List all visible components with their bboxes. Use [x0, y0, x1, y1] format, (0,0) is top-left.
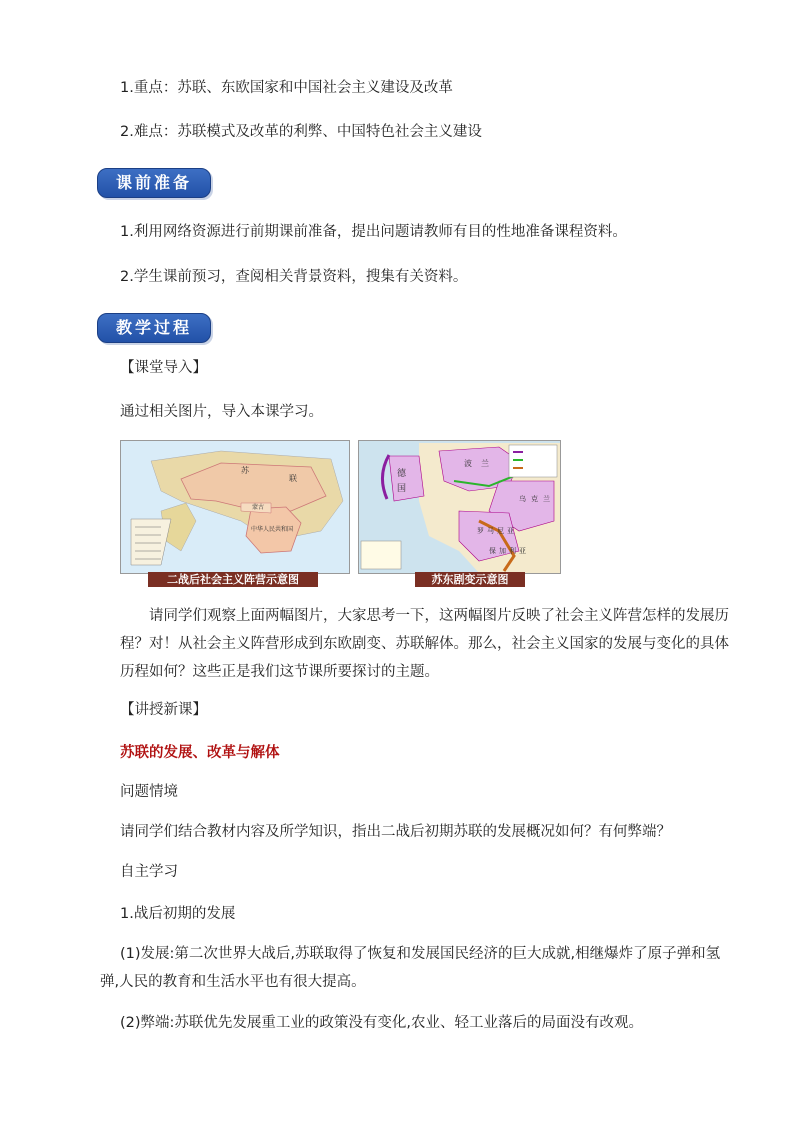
point-1: (1)发展:第二次世界大战后,苏联取得了恢复和发展国民经济的巨大成就,相继爆炸了原子弹和氢弹,人民的教育和生活水平也有很大提高。	[100, 946, 721, 990]
map2-label-ma: 马	[487, 527, 494, 535]
map2-label-luo: 罗	[477, 527, 484, 535]
key-point-line: 1.重点：苏联、东欧国家和中国社会主义建设及改革	[120, 80, 453, 96]
map2-label-de: 德	[397, 469, 407, 479]
map1-label-lian: 联	[289, 474, 297, 483]
map1-caption: 二战后社会主义阵营示意图	[148, 572, 318, 587]
map2-label-ya2: 亚	[519, 547, 526, 555]
intro-text: 通过相关图片，导入本课学习。	[120, 404, 323, 420]
map2-label-ke: 克	[531, 495, 538, 503]
map2-caption: 苏东剧变示意图	[415, 572, 525, 587]
new-lesson-label: 【讲授新课】	[120, 702, 207, 718]
map2-label-bo: 波	[464, 459, 472, 468]
map1-label-mongolia: 蒙古	[252, 504, 265, 511]
map1-label-prc: 中华人民共和国	[251, 526, 294, 533]
difficulty-line: 2.难点：苏联模式及改革的利弊、中国特色社会主义建设	[120, 124, 482, 140]
map2-label-guo: 国	[397, 484, 407, 494]
process-badge: 教学过程	[97, 313, 211, 343]
prep-item-2: 2.学生课前预习，查阅相关背景资料，搜集有关资料。	[120, 269, 468, 285]
problem-text: 请同学们结合教材内容及所学知识，指出二战后初期苏联的发展概况如何？有何弊端？	[120, 824, 671, 840]
map2-label-bao: 保	[489, 547, 496, 555]
intro-label: 【课堂导入】	[120, 360, 207, 376]
map2-label-jia: 加	[499, 547, 506, 555]
map2-label-wu: 乌	[519, 495, 526, 503]
problem-label: 问题情境	[120, 784, 178, 800]
map2-label-ni: 尼	[497, 527, 504, 535]
point-2: (2)弊端:苏联优先发展重工业的政策没有变化,农业、轻工业落后的局面没有改观。	[120, 1015, 644, 1031]
prep-item-1: 1.利用网络资源进行前期课前准备，提出问题请教师有目的性地准备课程资料。	[120, 224, 627, 240]
map2-label-lan: 兰	[481, 459, 489, 468]
map2-label-li: 利	[509, 547, 516, 555]
subhead: 1.战后初期的发展	[120, 906, 236, 922]
topic-title: 苏联的发展、改革与解体	[120, 745, 280, 761]
observe-paragraph: 请同学们观察上面两幅图片，大家思考一下，这两幅图片反映了社会主义阵营怎样的发展历程？对！从社会主义阵营形成到东欧剧变、苏联解体。那么，社会主义国家的发展与变化的具体历程如何？这些正是我们这节课所要探讨的主题。	[120, 608, 729, 680]
soviet-east-europe-map	[358, 440, 561, 574]
socialist-camp-map	[120, 440, 350, 574]
prep-badge: 课前准备	[97, 168, 211, 198]
self-study-label: 自主学习	[120, 864, 178, 880]
map2-label-lan2: 兰	[543, 495, 550, 503]
soviet-east-europe-map-image	[359, 441, 560, 573]
map2-label-ya: 亚	[507, 527, 514, 535]
socialist-camp-map-image	[121, 441, 349, 573]
map1-label-su: 苏	[241, 466, 249, 475]
